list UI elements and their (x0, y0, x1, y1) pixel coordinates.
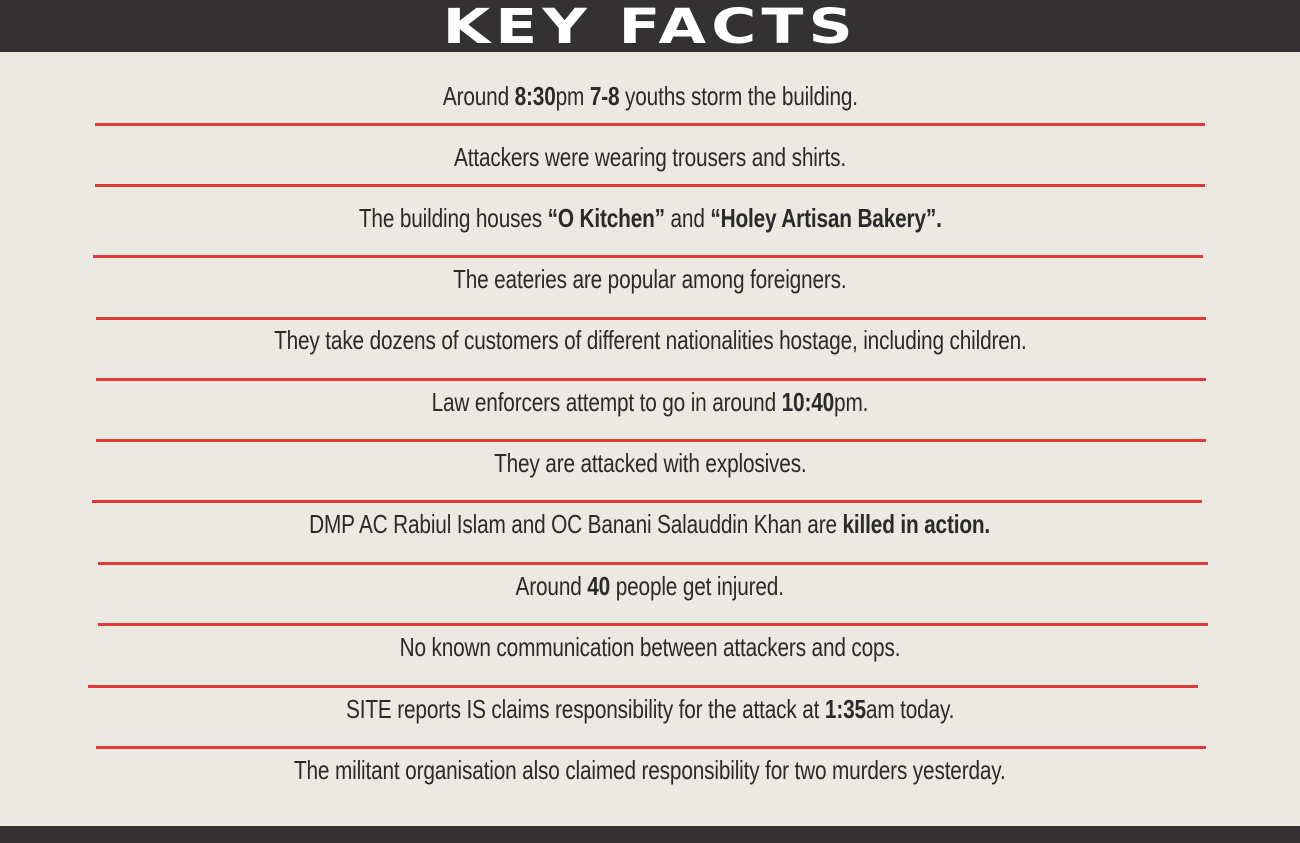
fact-divider (96, 746, 1206, 749)
page-title: KEY FACTS (442, 0, 858, 55)
fact-highlight: 8:30 (514, 81, 556, 111)
fact-divider (95, 123, 1205, 126)
fact-segment: The eateries are popular among foreigners. (453, 264, 847, 294)
fact-highlight: “O Kitchen” (547, 203, 665, 233)
fact-item (0, 627, 1300, 667)
fact-text (294, 750, 1006, 790)
fact-segment: pm (555, 81, 590, 111)
fact-segment: pm. (834, 387, 869, 417)
footer-bar (0, 826, 1300, 843)
fact-highlight: 10:40 (781, 387, 835, 417)
fact-item (0, 320, 1300, 360)
fact-item (0, 443, 1300, 483)
fact-divider (96, 439, 1206, 442)
fact-segment: SITE reports IS claims responsibility for the attack at (345, 694, 825, 724)
fact-text (346, 689, 954, 729)
fact-item (0, 566, 1300, 606)
fact-highlight: killed in action. (842, 509, 991, 539)
fact-item (0, 198, 1300, 238)
fact-text (516, 566, 784, 606)
fact-highlight: 40 (587, 571, 611, 601)
fact-segment: The building houses (358, 203, 548, 233)
fact-divider (93, 255, 1203, 258)
fact-segment: youths storm the building. (619, 81, 858, 111)
fact-item (0, 750, 1300, 790)
fact-segment: They are attacked with explosives. (493, 448, 807, 478)
facts-list (0, 52, 1300, 826)
fact-divider (98, 562, 1208, 565)
fact-text (453, 259, 846, 299)
fact-segment: Around (515, 571, 588, 601)
fact-segment: No known communication between attackers and cops. (399, 632, 901, 662)
fact-item (0, 259, 1300, 299)
fact-segment: people get injured. (610, 571, 785, 601)
fact-segment: DMP AC Rabiul Islam and OC Banani Salauddin Khan are (309, 509, 843, 539)
fact-highlight: 1:35 (824, 694, 866, 724)
fact-item (0, 689, 1300, 729)
fact-segment: They take dozens of customers of different nationalities hostage, including children. (273, 325, 1027, 355)
fact-text (310, 504, 991, 544)
fact-item (0, 137, 1300, 177)
fact-highlight: “Holey Artisan Bakery”. (710, 203, 942, 233)
fact-item (0, 504, 1300, 544)
fact-item (0, 76, 1300, 116)
fact-segment: am today. (865, 694, 955, 724)
fact-text (274, 320, 1027, 360)
fact-highlight: 7-8 (589, 81, 620, 111)
fact-text (359, 198, 942, 238)
fact-segment: and (664, 203, 711, 233)
fact-divider (88, 685, 1198, 688)
fact-text (400, 627, 901, 667)
fact-text (494, 443, 807, 483)
fact-item (0, 382, 1300, 422)
fact-segment: Attackers were wearing trousers and shirts. (454, 142, 846, 172)
fact-text (442, 76, 857, 116)
fact-segment: Law enforcers attempt to go in around (431, 387, 782, 417)
fact-text (454, 137, 846, 177)
fact-segment: Around (442, 81, 515, 111)
fact-divider (96, 317, 1206, 320)
fact-segment: The militant organisation also claimed responsibility for two murders yesterday. (294, 755, 1006, 785)
fact-text (432, 382, 869, 422)
fact-divider (95, 184, 1205, 187)
header-bar (0, 0, 1300, 55)
fact-divider (96, 378, 1206, 381)
fact-divider (98, 623, 1208, 626)
fact-divider (92, 500, 1202, 503)
